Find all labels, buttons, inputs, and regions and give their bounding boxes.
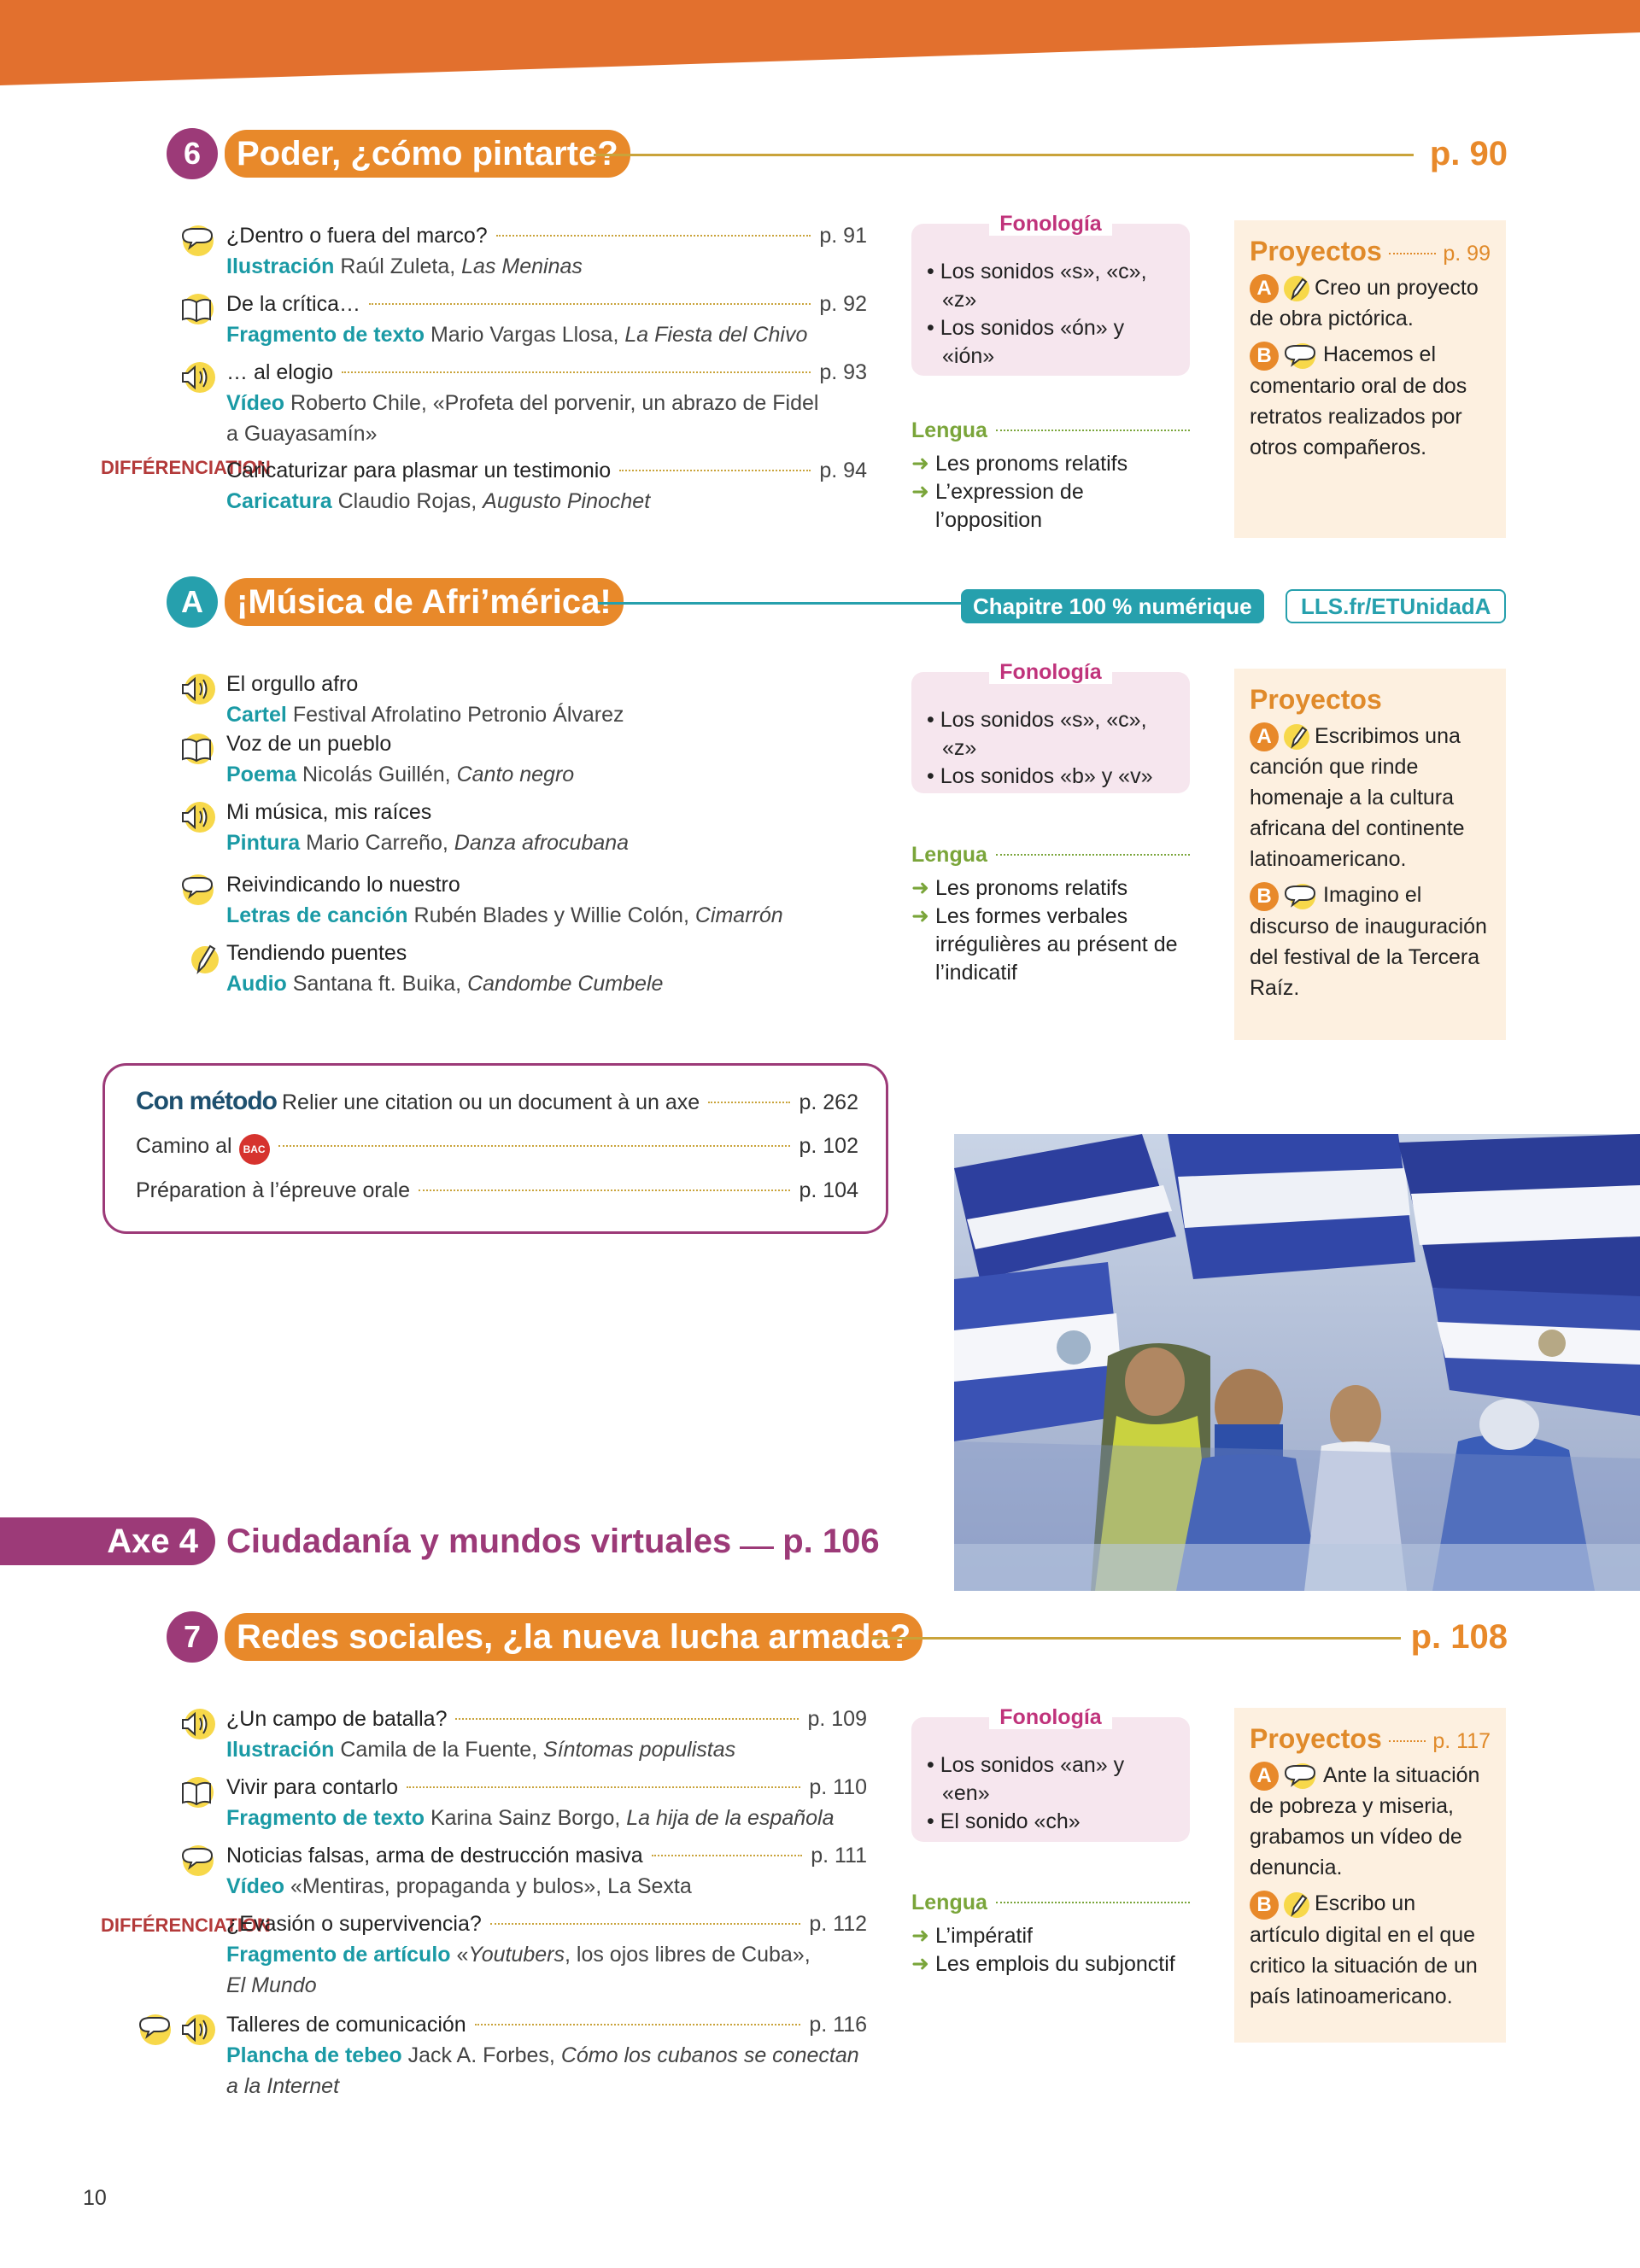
metodo-box [102, 1063, 888, 1234]
task-b-text: Escribo un artículo digital en el que critico la situación de un país latinoamericano. [1250, 1891, 1478, 2008]
entry-title: El orgullo afro [226, 672, 359, 696]
list-item [226, 1772, 867, 1833]
header-rule [871, 1637, 1401, 1640]
entry-work: Síntomas populistas [543, 1738, 736, 1762]
fonologia-item: • Los sonidos «b» y «v» [927, 764, 1153, 788]
entry-title: Talleres de comunicación [226, 2013, 466, 2037]
lengua-block [911, 841, 1190, 987]
pencil-icon [1282, 274, 1311, 303]
entry-work: Cimarrón [694, 903, 783, 927]
list-item [226, 289, 867, 350]
unit-title: ¡Música de Afri’mérica! [225, 578, 624, 626]
entry-source: Roberto Chile, «Profeta del porvenir, un abrazo de Fidel [290, 391, 819, 415]
unit-title: Poder, ¿cómo pintarte? [225, 130, 630, 178]
list-item [226, 797, 867, 858]
entry-title: ¿Un campo de batalla? [226, 1707, 448, 1731]
lengua-item: ➜ L’impératif [911, 1922, 1190, 1950]
lengua-item: ➜ Les emplois du subjonctif [911, 1950, 1190, 1979]
entry-source: Santana ft. Buika, [292, 972, 462, 996]
list-item [226, 2009, 867, 2101]
entry-page: p. 110 [809, 1775, 867, 1799]
entry-work: Las Meninas [461, 254, 583, 278]
metodo-item: Relier une citation ou un document à un axe [281, 1090, 700, 1114]
lengua-item: ➜ Les pronoms relatifs [911, 450, 1190, 478]
lengua-block [911, 1889, 1190, 1979]
entry-source: «Mentiras, propaganda y bulos», La Sexta [290, 1874, 692, 1898]
proyectos-label: Proyectos [1250, 684, 1382, 715]
speaker-icon [178, 670, 215, 708]
entry-source-cont: a Guayasamín» [226, 422, 378, 446]
list-item [226, 220, 867, 282]
proyectos-page: p. 99 [1443, 242, 1491, 266]
speaker-icon [178, 1705, 215, 1743]
unit-title: Redes sociales, ¿la nueva lucha armada? [225, 1613, 922, 1661]
entry-page: p. 112 [809, 1912, 867, 1936]
axe-title-text: Ciudadanía y mundos virtuales [226, 1523, 732, 1560]
entry-source: , los ojos libres de Cuba», [565, 1943, 811, 1967]
unit-6-header [167, 128, 1508, 179]
speech-bubble-icon [1282, 882, 1320, 911]
entry-source: Mario Vargas Llosa, [430, 323, 619, 347]
entry-title: De la crítica… [226, 292, 360, 316]
proyectos-box [1234, 220, 1506, 538]
fonologia-box [911, 1705, 1190, 1842]
speaker-icon [178, 2011, 215, 2049]
entry-title: Tendiendo puentes [226, 941, 407, 965]
entry-work: Youtubers [468, 1943, 565, 1967]
entry-type: Fragmento de artículo [226, 1943, 451, 1967]
entry-title: Vivir para contarlo [226, 1775, 399, 1799]
header-rule [598, 602, 987, 605]
entry-source: Nicolás Guillén, [302, 763, 451, 786]
entry-page: p. 92 [819, 292, 867, 316]
unit-page: p. 90 [1429, 135, 1508, 172]
proyectos-box [1234, 669, 1506, 1040]
entry-source: Raúl Zuleta, [340, 254, 456, 278]
unit-number: 6 [167, 128, 218, 179]
list-item [226, 869, 867, 931]
entry-publication: El Mundo [226, 1973, 317, 1997]
entry-page: p. 91 [819, 224, 867, 248]
entry-work: Canto negro [456, 763, 575, 786]
speech-bubble-icon [178, 222, 215, 260]
entry-type: Vídeo [226, 391, 285, 415]
entry-type: Caricatura [226, 489, 332, 513]
speaker-icon [178, 359, 215, 396]
lengua-label: Lengua [911, 843, 987, 867]
differenciation-tag: DIFFÉRENCIATION [101, 457, 271, 478]
metodo-brand: Con método [136, 1087, 277, 1115]
list-item [226, 1840, 867, 1902]
task-b-badge: B [1250, 1891, 1279, 1920]
speaker-icon [178, 798, 215, 836]
proyectos-label: Proyectos [1250, 236, 1382, 266]
top-band [0, 0, 1640, 85]
fonologia-item: • Los sonidos «s», «c», «z» [927, 260, 1147, 312]
speech-bubble-icon [178, 871, 215, 909]
task-a-text: Escribimos una canción que rinde homenaje a la cultura africana del continente latinoamericano. [1250, 724, 1465, 872]
fonologia-box [911, 660, 1190, 793]
unit-7-header [167, 1611, 1508, 1663]
fonologia-label: Fonología [989, 1705, 1111, 1729]
entry-work: Cómo los cubanos se conectan [560, 2043, 859, 2067]
speech-bubble-icon [1282, 1762, 1320, 1791]
metodo-page: p. 102 [799, 1134, 858, 1158]
entry-type: Poema [226, 763, 296, 786]
metodo-page: p. 262 [799, 1090, 858, 1114]
entry-type: Audio [226, 972, 287, 996]
differenciation-tag: DIFFÉRENCIATION [101, 1914, 271, 1936]
bac-badge: BAC [239, 1134, 270, 1165]
entry-page: p. 109 [807, 1707, 867, 1731]
unit-link[interactable]: LLS.fr/ETUnidadA [1286, 589, 1506, 623]
metodo-page: p. 104 [799, 1178, 858, 1202]
lengua-label: Lengua [911, 418, 987, 442]
entry-work: Danza afrocubana [454, 831, 630, 855]
header-rule [594, 154, 1414, 156]
fonologia-item: • Los sonidos «ón» y «ión» [927, 316, 1125, 368]
fonologia-label: Fonología [989, 212, 1111, 236]
entry-source: « [456, 1943, 469, 1967]
speech-bubble-icon [178, 1842, 215, 1879]
entry-type: Letras de canción [226, 903, 408, 927]
lengua-item: ➜ Les formes verbales irrégulières au présent de l’indicatif [911, 903, 1190, 987]
entry-type: Cartel [226, 703, 287, 727]
list-item [226, 728, 867, 790]
list-item [226, 669, 867, 730]
metodo-item: Préparation à l’épreuve orale [136, 1178, 411, 1202]
speech-bubble-icon [1282, 342, 1320, 371]
unit-number: A [167, 576, 218, 628]
speech-bubble-icon [135, 2011, 173, 2049]
task-b-badge: B [1250, 882, 1279, 911]
task-a-badge: A [1250, 1762, 1279, 1791]
chapitre-numerique-badge: Chapitre 100 % numérique [961, 589, 1264, 623]
task-b-text: Hacemos el comentario oral de dos retratos realizados por otros compañeros. [1250, 342, 1467, 459]
proyectos-label: Proyectos [1250, 1723, 1382, 1754]
entry-type: Ilustración [226, 1738, 335, 1762]
entry-title: Mi música, mis raíces [226, 800, 432, 824]
entry-title: Reivindicando lo nuestro [226, 873, 460, 897]
fonologia-item: • Los sonidos «an» y «en» [927, 1753, 1125, 1805]
entry-title: Caricaturizar para plasmar un testimonio [226, 459, 612, 482]
task-b-badge: B [1250, 342, 1279, 371]
page-number: 10 [83, 2186, 107, 2210]
fonologia-box [911, 212, 1190, 376]
entry-work: La Fiesta del Chivo [624, 323, 808, 347]
task-a-text: Ante la situación de pobreza y miseria, grabamos un vídeo de denuncia. [1250, 1763, 1480, 1880]
fonologia-item: • El sonido «ch» [927, 1809, 1081, 1833]
list-item [226, 938, 867, 999]
entry-type: Ilustración [226, 254, 335, 278]
list-item [226, 1704, 867, 1765]
protest-photo [954, 1134, 1640, 1591]
entry-work: La hija de la española [626, 1806, 835, 1830]
entry-title: ¿Evasión o supervivencia? [226, 1912, 482, 1936]
task-a-text: Creo un proyecto de obra pictórica. [1250, 276, 1479, 331]
entry-source: Karina Sainz Borgo, [430, 1806, 621, 1830]
lengua-item: ➜ Les pronoms relatifs [911, 874, 1190, 903]
axe-badge: Axe 4 [0, 1517, 215, 1565]
unit-a-header [167, 576, 987, 628]
entry-source: Jack A. Forbes, [407, 2043, 555, 2067]
entry-page: p. 94 [819, 459, 867, 482]
list-item [226, 1909, 867, 2001]
entry-source: Rubén Blades y Willie Colón, [413, 903, 689, 927]
axe-title [226, 1516, 880, 1567]
task-a-badge: A [1250, 722, 1279, 751]
entry-title: Noticias falsas, arma de destrucción masiva [226, 1844, 643, 1868]
pencil-icon [1282, 722, 1311, 751]
entry-work-cont: a la Internet [226, 2074, 340, 2098]
lengua-label: Lengua [911, 1891, 987, 1914]
list-item [226, 455, 867, 517]
lengua-block [911, 417, 1190, 535]
entry-source: Festival Afrolatino Petronio Álvarez [292, 703, 624, 727]
entry-type: Vídeo [226, 1874, 285, 1898]
entry-type: Plancha de tebeo [226, 2043, 402, 2067]
fonologia-item: • Los sonidos «s», «c», «z» [927, 708, 1147, 760]
metodo-item: Camino al [136, 1134, 232, 1158]
pencil-icon [1282, 1891, 1311, 1920]
entry-page: p. 116 [809, 2013, 867, 2037]
entry-type: Fragmento de texto [226, 1806, 425, 1830]
entry-page: p. 93 [819, 360, 867, 384]
entry-title: ¿Dentro o fuera del marco? [226, 224, 488, 248]
axe-page: p. 106 [782, 1523, 880, 1560]
task-b-text: Imagino el discurso de inauguración del festival de la Tercera Raíz. [1250, 883, 1487, 1000]
entry-source: Mario Carreño, [306, 831, 448, 855]
entry-title: Voz de un pueblo [226, 732, 392, 756]
task-a-badge: A [1250, 274, 1279, 303]
entry-type: Fragmento de texto [226, 323, 425, 347]
pencil-icon [186, 939, 224, 977]
book-icon [178, 730, 215, 768]
unit-number: 7 [167, 1611, 218, 1663]
entry-title: … al elogio [226, 360, 334, 384]
entry-source: Claudio Rojas, [337, 489, 477, 513]
book-icon [178, 1774, 215, 1811]
proyectos-page: p. 117 [1432, 1729, 1491, 1753]
entry-work: Augusto Pinochet [483, 489, 651, 513]
book-icon [178, 290, 215, 328]
unit-page: p. 108 [1410, 1618, 1508, 1656]
entry-type: Pintura [226, 831, 301, 855]
entry-work: Candombe Cumbele [467, 972, 664, 996]
lengua-item: ➜ L’expression de l’opposition [911, 478, 1190, 535]
fonologia-label: Fonología [989, 660, 1111, 684]
list-item [226, 357, 867, 449]
entry-page: p. 111 [811, 1844, 867, 1868]
proyectos-box [1234, 1708, 1506, 2043]
entry-source: Camila de la Fuente, [340, 1738, 538, 1762]
